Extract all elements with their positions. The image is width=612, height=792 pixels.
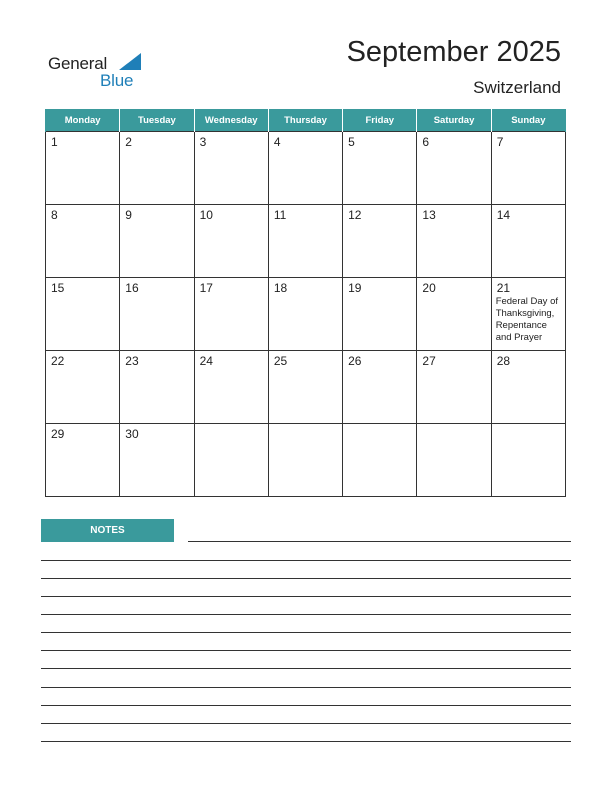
calendar-day-cell <box>194 351 268 424</box>
country-name: Switzerland <box>473 78 561 97</box>
calendar-week-row <box>46 278 566 351</box>
day-number: 5 <box>348 135 355 149</box>
day-number: 17 <box>199 281 213 295</box>
notes-line <box>41 560 571 561</box>
day-number: 15 <box>51 281 65 295</box>
notes-line <box>41 705 571 706</box>
calendar-day-cell <box>417 205 491 278</box>
day-number: 27 <box>422 354 436 368</box>
holiday-label: Federal Day of Thanksgiving, Repentance and Prayer <box>495 296 558 343</box>
calendar-day-cell <box>120 132 194 205</box>
calendar-day-cell <box>46 132 120 205</box>
weekday-header: Monday <box>46 109 120 132</box>
day-number: 21 <box>496 281 511 295</box>
brand-triangle-icon <box>119 53 141 70</box>
calendar-grid <box>45 109 566 497</box>
day-number: 25 <box>273 354 288 368</box>
calendar-day-cell <box>343 424 417 497</box>
calendar-day-cell <box>343 278 417 351</box>
calendar-day-cell <box>120 424 194 497</box>
day-number: 18 <box>273 281 288 295</box>
weekday-header: Friday <box>343 109 417 132</box>
day-number: 4 <box>273 135 281 149</box>
notes-line <box>41 687 571 688</box>
calendar-week-row <box>46 205 566 278</box>
notes-line <box>41 632 571 633</box>
day-number: 7 <box>496 135 504 149</box>
day-number: 30 <box>125 427 139 441</box>
notes-line <box>41 741 571 742</box>
calendar-day-cell <box>491 132 565 205</box>
calendar-day-cell <box>268 205 342 278</box>
day-number: 19 <box>348 281 362 295</box>
calendar-day-cell <box>46 205 120 278</box>
weekday-header: Sunday <box>491 109 565 132</box>
calendar-day-cell <box>491 424 565 497</box>
brand-word-blue: Blue <box>100 71 134 90</box>
notes-line <box>41 578 571 579</box>
day-number: 16 <box>125 281 139 295</box>
day-number: 6 <box>422 135 430 149</box>
calendar-day-cell <box>417 132 491 205</box>
notes-line <box>188 541 571 542</box>
calendar-day-cell <box>417 278 491 351</box>
notes-line <box>41 614 571 615</box>
calendar-day-cell <box>194 278 268 351</box>
day-number: 10 <box>199 208 213 222</box>
calendar-day-cell <box>417 424 491 497</box>
notes-line <box>41 596 571 597</box>
calendar-day-cell <box>343 132 417 205</box>
notes-line <box>41 650 571 651</box>
notes-label: NOTES <box>41 519 174 542</box>
day-number: 1 <box>51 135 58 149</box>
day-number: 24 <box>199 354 213 368</box>
calendar-day-cell <box>46 278 120 351</box>
calendar-day-cell <box>120 351 194 424</box>
calendar-day-cell <box>194 205 268 278</box>
calendar-day-cell <box>268 351 342 424</box>
calendar-day-cell <box>417 351 491 424</box>
brand-logo <box>48 52 158 92</box>
day-number: 12 <box>348 208 362 222</box>
calendar-day-cell <box>491 205 565 278</box>
calendar-day-cell <box>194 424 268 497</box>
day-number: 11 <box>273 208 287 222</box>
weekday-header: Thursday <box>268 109 342 132</box>
weekday-header: Wednesday <box>194 109 268 132</box>
page-title: September 2025 <box>346 36 561 68</box>
day-number: 2 <box>125 135 132 149</box>
weekday-header: Saturday <box>417 109 491 132</box>
notes-line <box>41 723 571 724</box>
day-number: 22 <box>51 354 65 368</box>
day-number: 9 <box>125 208 132 222</box>
calendar-day-cell <box>491 278 565 351</box>
notes-line <box>41 668 571 669</box>
day-number: 13 <box>422 208 436 222</box>
calendar-day-cell <box>46 424 120 497</box>
day-number: 29 <box>51 427 65 441</box>
day-number: 20 <box>422 281 436 295</box>
day-number: 28 <box>496 354 511 368</box>
calendar-day-cell <box>120 278 194 351</box>
calendar-day-cell <box>343 351 417 424</box>
day-number: 14 <box>496 208 511 222</box>
weekday-header-row <box>46 109 566 132</box>
calendar-day-cell <box>46 351 120 424</box>
weekday-header: Tuesday <box>120 109 194 132</box>
calendar-day-cell <box>268 424 342 497</box>
calendar-day-cell <box>491 351 565 424</box>
brand-word-general: General <box>48 54 108 73</box>
calendar-week-row <box>46 424 566 497</box>
calendar-day-cell <box>268 132 342 205</box>
calendar-day-cell <box>194 132 268 205</box>
calendar-day-cell <box>343 205 417 278</box>
day-number: 23 <box>125 354 139 368</box>
calendar-day-cell <box>268 278 342 351</box>
calendar-week-row <box>46 351 566 424</box>
day-number: 8 <box>51 208 58 222</box>
calendar-day-cell <box>120 205 194 278</box>
day-number: 26 <box>348 354 362 368</box>
day-number: 3 <box>199 135 207 149</box>
calendar-week-row <box>46 132 566 205</box>
